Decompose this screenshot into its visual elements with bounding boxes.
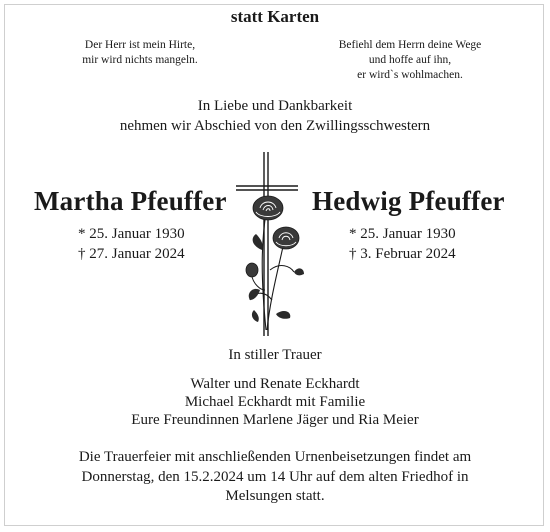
service-announcement — [0, 448, 550, 507]
intro-line: nehmen wir Abschied von den Zwillingsschwestern — [119, 118, 431, 134]
death-date: † 27. Januar 2024 — [78, 246, 185, 262]
psalm-right-line: und hoffe auf ihn, — [368, 54, 452, 66]
mourner-line: Eure Freundinnen Marlene Jäger und Ria Meier — [131, 412, 419, 428]
psalm-verse-left — [40, 38, 240, 68]
notice-header: statt Karten — [230, 7, 320, 26]
deceased-dates-martha — [78, 224, 185, 264]
death-date: † 3. Februar 2024 — [349, 246, 456, 262]
mourners-list — [0, 375, 550, 429]
psalm-left-line: mir wird nichts mangeln. — [82, 54, 198, 66]
psalm-right-line: Befiehl dem Herrn deine Wege — [338, 39, 482, 51]
deceased-dates-hedwig — [349, 224, 456, 264]
service-line: Donnerstag, den 15.2.2024 um 14 Uhr auf dem alten Friedhof in — [81, 468, 469, 485]
mourner-line: Walter und Renate Eckhardt — [190, 376, 360, 392]
service-line: Die Trauerfeier mit anschließenden Urnenbeisetzungen findet am — [78, 449, 472, 465]
psalm-left-line: Der Herr ist mein Hirte, — [84, 39, 196, 51]
intro-line: In Liebe und Dankbarkeit — [197, 98, 353, 114]
birth-date: * 25. Januar 1930 — [78, 226, 185, 242]
service-line: Melsungen statt. — [225, 488, 325, 504]
mourning-label: In stiller Trauer — [228, 347, 322, 363]
intro-text — [0, 96, 550, 136]
deceased-name-hedwig: Hedwig Pfeuffer — [312, 186, 505, 216]
deceased-name-martha: Martha Pfeuffer — [34, 186, 227, 216]
psalm-right-line: er wird`s wohlmachen. — [357, 69, 463, 81]
cross-with-roses-icon — [232, 150, 314, 338]
mourner-line: Michael Eckhardt mit Familie — [184, 394, 366, 410]
birth-date: * 25. Januar 1930 — [349, 226, 456, 242]
psalm-verse-right — [290, 38, 530, 83]
